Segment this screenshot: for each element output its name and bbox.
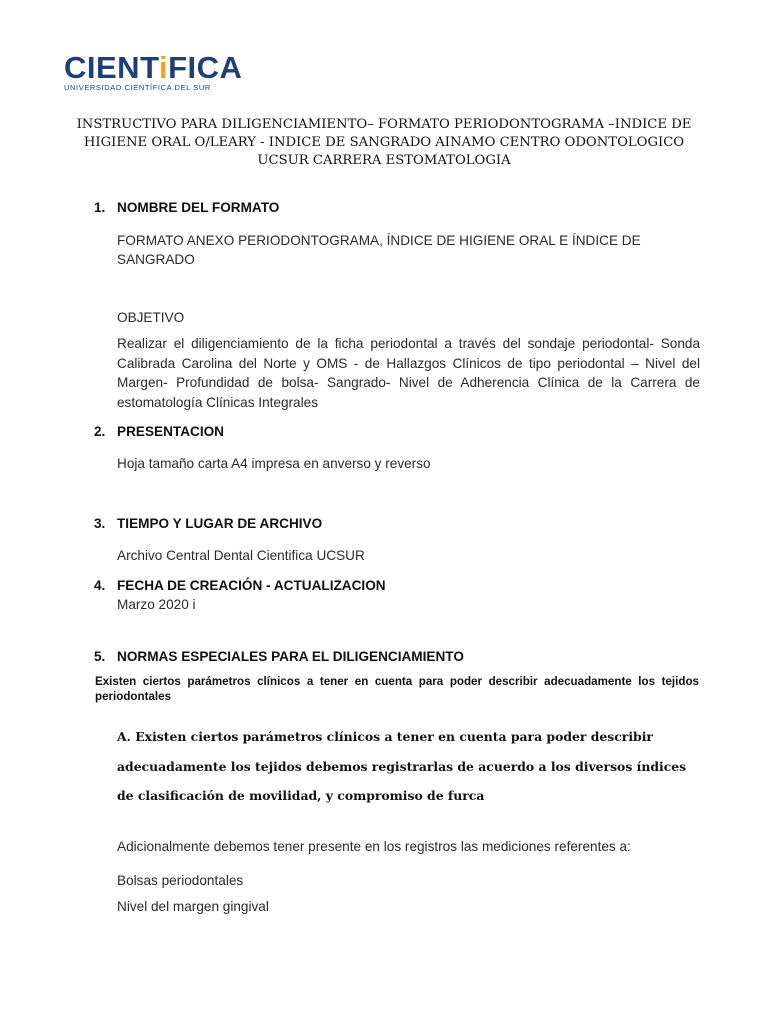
- document-title: INSTRUCTIVO PARA DILIGENCIAMIENTO– FORMATO PERIODONTOGRAMA –INDICE DE HIGIENE ORAL O/LEARY - INDICE DE SANGRADO AINAMO CENTRO ODONTOLOGICO UCSUR CARRERA ESTOMATOLOGIA: [76, 117, 692, 168]
- point-a: A. Existen ciertos parámetros clínicos a tener en cuenta para poder describir adecuadamente los tejidos debemos registrarlas de acuerdo a los diversos índices de clasificación de movilidad, y compromiso de furca: [117, 729, 687, 803]
- additional-text: Adicionalmente debemos tener presente en los registros las mediciones referentes a:: [117, 839, 631, 854]
- presentation-text: Hoja tamaño carta A4 impresa en anverso y reverso: [117, 456, 431, 471]
- list-item: Nivel del margen gingival: [117, 899, 269, 914]
- section-heading: 3. TIEMPO Y LUGAR DE ARCHIVO: [94, 516, 323, 531]
- objective-text: Realizar el diligenciamiento de la ficha periodontal a través del sondaje periodontal- Sonda Calibrada Carolina del Norte y OMS - de Hallazgos Clínicos de tipo periodontal – Nivel del Margen- Profundidad de bolsa- Sangrado- Nivel de Adherencia Clínica de la Carrera de estomatología Clínicas Integrales: [117, 336, 700, 411]
- objective-label: OBJETIVO: [117, 310, 185, 325]
- section-heading: 4. FECHA DE CREACIÓN - ACTUALIZACION: [94, 578, 386, 593]
- norms-intro: Existen ciertos parámetros clínicos a tener en cuenta para poder describir adecuadamente los tejidos periodontales: [95, 675, 699, 703]
- date-text: Marzo 2020 i: [117, 597, 196, 612]
- section-heading: 1. NOMBRE DEL FORMATO: [94, 200, 280, 215]
- university-logo: [64, 50, 243, 92]
- section-heading: 5. NORMAS ESPECIALES PARA EL DILIGENCIAMIENTO: [94, 649, 464, 664]
- archive-text: Archivo Central Dental Cientifica UCSUR: [117, 548, 365, 563]
- list-item: Bolsas periodontales: [117, 873, 244, 888]
- logo-subtitle: UNIVERSIDAD CIENTÍFICA DEL SUR: [64, 83, 211, 92]
- format-name: FORMATO ANEXO PERIODONTOGRAMA, ÍNDICE DE HIGIENE ORAL E ÍNDICE DE SANGRADO: [117, 233, 641, 267]
- logo-wordmark: CIENTiFICA: [64, 50, 243, 85]
- section-heading: 2. PRESENTACION: [94, 424, 224, 439]
